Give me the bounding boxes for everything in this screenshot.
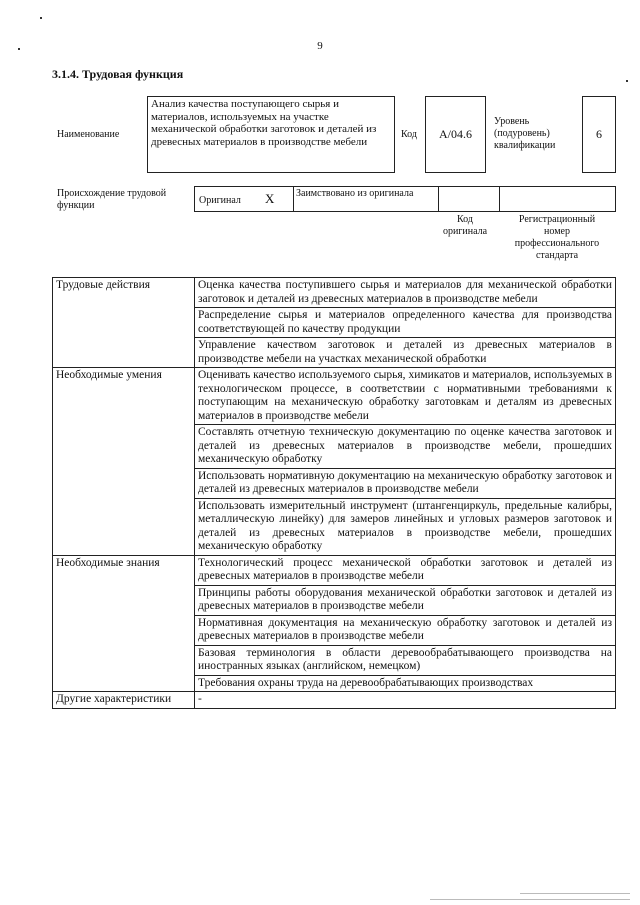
table-row bbox=[53, 692, 616, 709]
table-cell: Использовать нормативную документацию на механическую обработку заготовок и деталей из древесных материалов в производстве мебели bbox=[195, 468, 616, 498]
table-row bbox=[53, 368, 616, 425]
level-box bbox=[582, 96, 616, 173]
table-cell: Технологический процесс механической обработки заготовок и деталей из древесных материалов в производстве мебели bbox=[195, 555, 616, 585]
code-box bbox=[425, 96, 486, 173]
row-label-work-actions: Трудовые действия bbox=[53, 278, 195, 368]
borrowed-label: Заимствовано из оригинала bbox=[296, 188, 414, 199]
name-label: Наименование bbox=[57, 129, 120, 140]
code-original-cell bbox=[440, 187, 500, 211]
row-label-other: Другие характеристики bbox=[53, 692, 195, 709]
scan-speck bbox=[40, 17, 42, 19]
table-cell: Использовать измерительный инструмент (штангенциркуль, предельные калибры, металлическую линейку) для замеров линейных и угловых размеров заготовок и деталей из древесных материалов в производстве мебели, прошедших механическую обработку bbox=[195, 498, 616, 555]
borrowed-cell bbox=[294, 187, 439, 211]
code-original-caption: Код оригинала bbox=[442, 214, 488, 237]
table-cell: Нормативная документация на механическую обработку заготовок и деталей из древесных материалов в производстве мебели bbox=[195, 615, 616, 645]
table-cell: Базовая терминология в области деревообрабатывающего производства на иностранных языках (английском, немецком) bbox=[195, 645, 616, 675]
table-cell: Управление качеством заготовок и деталей из древесных материалов в производстве мебели на участках механической обработки bbox=[195, 338, 616, 368]
original-mark: X bbox=[265, 191, 275, 206]
code-label: Код bbox=[401, 129, 417, 140]
page-number: 9 bbox=[317, 40, 323, 52]
original-label: Оригинал bbox=[199, 195, 241, 206]
origin-row bbox=[194, 186, 616, 212]
table-cell: Требования охраны труда на деревообрабатывающих производствах bbox=[195, 675, 616, 692]
level-value: 6 bbox=[596, 127, 602, 141]
original-cell bbox=[195, 187, 294, 211]
section-title: 3.1.4. Трудовая функция bbox=[52, 67, 184, 81]
row-label-knowledge: Необходимые знания bbox=[53, 555, 195, 692]
scan-speck bbox=[626, 80, 628, 82]
table-cell: - bbox=[195, 692, 616, 709]
table-cell: Оценивать качество используемого сырья, химикатов и материалов, используемых в технологическом процессе, в соответствии с нормативными требованиями к поступающим на механическую обработку заготовкам и деталям из древесных материалов в производстве мебели bbox=[195, 368, 616, 425]
row-label-skills: Необходимые умения bbox=[53, 368, 195, 556]
table-row bbox=[53, 555, 616, 585]
code-value: A/04.6 bbox=[439, 127, 472, 141]
function-details-table bbox=[52, 277, 616, 709]
table-cell: Оценка качества поступившего сырья и материалов для механической обработки заготовок и деталей из древесных материалов в производстве мебели bbox=[195, 278, 616, 308]
origin-label: Происхождение трудовой функции bbox=[57, 188, 167, 211]
table-row bbox=[53, 278, 616, 308]
reg-number-caption: Регистрационный номер профессионального стандарта bbox=[514, 214, 600, 261]
level-label: Уровень (подуровень) квалификации bbox=[494, 116, 556, 151]
table-cell: Принципы работы оборудования механической обработки заготовок и деталей из древесных материалов в производстве мебели bbox=[195, 585, 616, 615]
function-name-value: Анализ качества поступающего сырья и материалов, используемых на участке механической обработки заготовок и деталей из древесных материалов в производстве мебели bbox=[151, 98, 377, 148]
reg-number-cell bbox=[500, 187, 616, 211]
function-name-box bbox=[147, 96, 395, 173]
scan-artifact-line bbox=[430, 899, 630, 900]
table-cell: Составлять отчетную техническую документацию по оценке качества заготовок и деталей из древесных материалов в производстве мебели, прошедших механическую обработку bbox=[195, 425, 616, 469]
scan-artifact-line bbox=[520, 893, 630, 894]
table-cell: Распределение сырья и материалов определенного качества для производства соответствующей по качеству продукции bbox=[195, 308, 616, 338]
